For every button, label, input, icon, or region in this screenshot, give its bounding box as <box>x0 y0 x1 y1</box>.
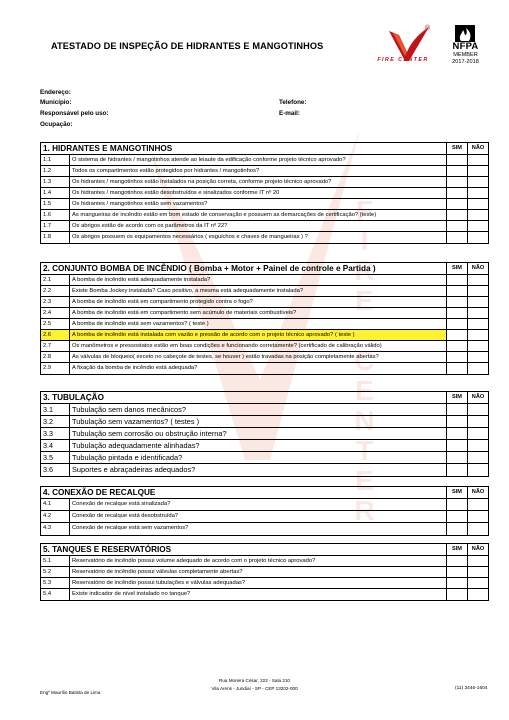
item-number: 2.5 <box>41 319 70 329</box>
checklist-row <box>41 578 488 589</box>
nao-checkbox[interactable] <box>467 275 488 285</box>
checklist-row <box>41 188 488 199</box>
nao-checkbox[interactable] <box>467 589 488 600</box>
item-number: 1.8 <box>41 232 70 243</box>
item-number: 2.8 <box>41 352 70 362</box>
item-question: O sistema de hidrantes / mangotinhos atende ao leiaute da edificação conforme projeto técnico aprovado? <box>72 157 346 163</box>
section-header <box>41 143 488 155</box>
item-number: 4.3 <box>41 523 70 535</box>
checklist-row <box>41 416 488 428</box>
sim-checkbox[interactable] <box>446 363 467 374</box>
section-title: 3. TUBULAÇÃO <box>43 393 104 402</box>
item-number: 2.3 <box>41 297 70 307</box>
sim-checkbox[interactable] <box>446 589 467 600</box>
item-number: 5.4 <box>41 589 70 600</box>
checklist-row <box>41 177 488 188</box>
sim-checkbox[interactable] <box>446 210 467 220</box>
nao-checkbox[interactable] <box>467 416 488 427</box>
field-ocupacao: Ocupação: <box>40 121 73 128</box>
item-number: 1.5 <box>41 199 70 209</box>
item-number: 1.1 <box>41 155 70 165</box>
nao-column-header: NÃO <box>467 263 488 274</box>
checklist-row <box>41 210 488 221</box>
item-number: 2.9 <box>41 363 70 374</box>
sim-checkbox[interactable] <box>446 275 467 285</box>
checklist-row <box>41 275 488 286</box>
nao-checkbox[interactable] <box>467 319 488 329</box>
nao-checkbox[interactable] <box>467 232 488 243</box>
nao-checkbox[interactable] <box>467 578 488 588</box>
sim-checkbox[interactable] <box>446 567 467 577</box>
checklist-row <box>41 428 488 440</box>
nao-checkbox[interactable] <box>467 404 488 415</box>
section-header <box>41 392 488 404</box>
footer-phone: (11) 3446-1604 <box>455 686 488 691</box>
item-question: Os abrigos estão de acordo com os parâmetros da IT nº 22? <box>72 223 228 229</box>
section-title: 4. CONEXÃO DE RECALQUE <box>43 488 156 497</box>
nao-column-header: NÃO <box>467 143 488 154</box>
sim-checkbox[interactable] <box>446 297 467 307</box>
item-question: Conexão de recalque está sinalizada? <box>72 501 171 507</box>
item-question: Tubulação pintada e identificada? <box>72 453 183 462</box>
item-question: A bomba de incêndio está sem vazamentos? ( teste ) <box>72 321 209 327</box>
sim-checkbox[interactable] <box>446 221 467 231</box>
checklist-row <box>41 523 488 535</box>
nfpa-year: 2017-2018 <box>452 59 479 65</box>
nao-column-header: NÃO <box>467 487 488 498</box>
field-responsavel: Responsável pelo uso: <box>40 110 109 117</box>
section-header <box>41 263 488 275</box>
field-telefone: Telefone: <box>279 99 307 106</box>
sim-checkbox[interactable] <box>446 523 467 535</box>
sim-checkbox[interactable] <box>446 319 467 329</box>
item-question: A bomba de incêndio está adequadamente instalada? <box>72 277 211 283</box>
nao-checkbox[interactable] <box>467 210 488 220</box>
sim-column-header: SIM <box>446 544 467 555</box>
item-number: 3.2 <box>41 416 70 427</box>
item-question: As válvulas de bloqueio( exceto no cabeçote de testes, se houver ) estão travadas na posição completamente abertas? <box>72 354 379 360</box>
section-tubulacao <box>40 391 489 477</box>
registered-mark: ® <box>425 25 431 32</box>
checklist-row <box>41 589 488 600</box>
section-title: 1. HIDRANTES E MANGOTINHOS <box>43 144 173 153</box>
checklist-row <box>41 286 488 297</box>
item-number: 3.5 <box>41 452 70 463</box>
nao-checkbox[interactable] <box>467 341 488 351</box>
item-number: 2.6 <box>41 330 70 340</box>
sim-checkbox[interactable] <box>446 452 467 463</box>
sim-checkbox[interactable] <box>446 416 467 427</box>
item-question: Conexão de recalque está sem vazamentos? <box>72 525 189 531</box>
sim-column-header: SIM <box>446 143 467 154</box>
item-number: 2.1 <box>41 275 70 285</box>
section-bomba-incendio <box>40 262 489 375</box>
section-title: 5. TANQUES E RESERVATÓRIOS <box>43 545 172 554</box>
nao-checkbox[interactable] <box>467 523 488 535</box>
item-number: 2.4 <box>41 308 70 318</box>
nao-checkbox[interactable] <box>467 464 488 476</box>
checklist-row <box>41 556 488 567</box>
checklist-row <box>41 452 488 464</box>
sim-column-header: SIM <box>446 263 467 274</box>
nao-checkbox[interactable] <box>467 440 488 451</box>
sim-checkbox[interactable] <box>446 199 467 209</box>
checklist-row <box>41 499 488 511</box>
item-number: 2.7 <box>41 341 70 351</box>
sim-checkbox[interactable] <box>446 440 467 451</box>
sim-checkbox[interactable] <box>446 155 467 165</box>
checklist-row <box>41 363 488 374</box>
item-question: Reservatório de incêndio possui válvulas completamente abertas? <box>72 569 243 575</box>
item-question: A bomba de incêndio está em compartimento protegido contra o fogo? <box>72 299 253 305</box>
item-question: Os abrigos possuem os equipamentos necessários ( esguichos e chaves de mangueiras ) ? <box>72 234 308 240</box>
checklist-row <box>41 155 488 166</box>
sim-checkbox[interactable] <box>446 308 467 318</box>
item-question: Existe indicador de nível instalado no tanque? <box>72 591 191 597</box>
nao-checkbox[interactable] <box>467 188 488 198</box>
item-question: Suportes e abraçadeiras adequados? <box>72 465 196 474</box>
nao-checkbox[interactable] <box>467 452 488 463</box>
item-question: Os manômetros e pressostatos estão em boas condições e funcionando corretamente? (certificado de calibração válido) <box>72 343 382 349</box>
nfpa-member-badge <box>444 23 487 67</box>
item-number: 3.4 <box>41 440 70 451</box>
item-question: Tubulação adequadamente alinhadas? <box>72 441 200 450</box>
item-number: 5.1 <box>41 556 70 566</box>
item-number: 1.7 <box>41 221 70 231</box>
item-number: 3.1 <box>41 404 70 415</box>
sim-checkbox[interactable] <box>446 499 467 510</box>
item-question: As mangueiras de incêndio estão em bom estado de conservação e possuem as demarcações de certificação? (teste) <box>72 212 377 218</box>
sim-checkbox[interactable] <box>446 166 467 176</box>
item-number: 2.2 <box>41 286 70 296</box>
checklist-row <box>41 199 488 210</box>
nao-checkbox[interactable] <box>467 556 488 566</box>
nao-checkbox[interactable] <box>467 428 488 439</box>
section-header <box>41 487 488 499</box>
field-email: E-mail: <box>279 110 300 117</box>
checklist-row <box>41 464 488 476</box>
checklist-row <box>41 341 488 352</box>
checklist-row <box>41 308 488 319</box>
document-title: ATESTADO DE INSPEÇÃO DE HIDRANTES E MANGOTINHOS <box>51 41 324 51</box>
field-endereco: Endereço: <box>40 89 71 96</box>
checklist-row <box>41 297 488 308</box>
item-question: Os hidrantes / mangotinhos estão instalados na posição correta, conforme projeto técnico aprovado? <box>72 179 332 185</box>
checklist-row <box>41 319 488 330</box>
nfpa-member-label: MEMBER <box>453 52 478 58</box>
item-question: Conexão de recalque está desobstruída? <box>72 513 179 519</box>
nao-checkbox[interactable] <box>467 166 488 176</box>
checklist-row <box>41 352 488 363</box>
sim-checkbox[interactable] <box>446 404 467 415</box>
nfpa-flame-icon <box>452 23 478 43</box>
fire-center-logo-text: FIRE CENTER <box>377 57 429 63</box>
sim-checkbox[interactable] <box>446 177 467 187</box>
nao-checkbox[interactable] <box>467 330 488 340</box>
item-number: 1.3 <box>41 177 70 187</box>
nao-checkbox[interactable] <box>467 499 488 510</box>
checklist-row <box>41 404 488 416</box>
sim-checkbox[interactable] <box>446 428 467 439</box>
item-question: Todos os compartimentos estão protegidos por hidrantes / mangotinhos? <box>72 168 260 174</box>
item-number: 3.6 <box>41 464 70 476</box>
item-number: 1.4 <box>41 188 70 198</box>
item-number: 5.3 <box>41 578 70 588</box>
nao-checkbox[interactable] <box>467 352 488 362</box>
checklist-row <box>41 567 488 578</box>
nfpa-name: NFPA <box>452 41 479 52</box>
checklist-row <box>41 511 488 523</box>
item-number: 1.6 <box>41 210 70 220</box>
nao-checkbox[interactable] <box>467 199 488 209</box>
watermark-text: FIRE CENTER <box>349 195 380 525</box>
sim-checkbox[interactable] <box>446 341 467 351</box>
sim-column-header: SIM <box>446 392 467 403</box>
item-question: Reservatório de incêndio possui tubulações e válvulas adequadas? <box>72 580 246 586</box>
nao-checkbox[interactable] <box>467 297 488 307</box>
sim-checkbox[interactable] <box>446 286 467 296</box>
checklist-row <box>41 166 488 177</box>
checklist-row <box>41 221 488 232</box>
nao-checkbox[interactable] <box>467 155 488 165</box>
nao-checkbox[interactable] <box>467 511 488 522</box>
nao-checkbox[interactable] <box>467 221 488 231</box>
footer-address-line1: Rua Moreira César, 222 - Sala 210 <box>219 678 290 683</box>
sim-checkbox[interactable] <box>446 188 467 198</box>
item-question: Reservatório de incêndio possui volume adequado de acordo com o projeto técnico aprovado? <box>72 558 316 564</box>
item-number: 1.2 <box>41 166 70 176</box>
item-question: Tubulação sem corrosão ou obstrução interna? <box>72 429 227 438</box>
sim-checkbox[interactable] <box>446 578 467 588</box>
checklist-row-highlighted <box>41 330 488 341</box>
section-tanques-reservatorios <box>40 543 489 601</box>
item-number: 4.1 <box>41 499 70 510</box>
section-title: 2. CONJUNTO BOMBA DE INCÊNDIO ( Bomba + Motor + Painel de controle e Partida ) <box>43 264 376 273</box>
checklist-row <box>41 232 488 243</box>
sim-column-header: SIM <box>446 487 467 498</box>
footer-address-line2: Vila Arens - Jundiaí - SP - CEP 13202-000 <box>211 686 298 691</box>
item-question: Existe Bomba Jockey instalada? Caso positivo, a mesma está adequadamente instalada? <box>72 288 304 294</box>
section-header <box>41 544 488 556</box>
section-conexao-recalque <box>40 486 489 536</box>
item-question: Tubulação sem vazamentos? ( testes ) <box>72 417 200 426</box>
item-question: Os hidrantes / mangotinhos estão desobstruídos e sinalizados conforme IT nº 20 <box>72 190 280 196</box>
footer-engineer: Engº Maurílio Batista de Lima <box>40 690 101 695</box>
item-number: 5.2 <box>41 567 70 577</box>
sim-checkbox[interactable] <box>446 330 467 340</box>
item-question: A bomba de incêndio está instalada com vazão e pressão de acordo com o projeto técnico aprovado? ( teste ) <box>70 330 446 340</box>
nao-checkbox[interactable] <box>467 567 488 577</box>
nao-checkbox[interactable] <box>467 308 488 318</box>
sim-checkbox[interactable] <box>446 511 467 522</box>
nao-checkbox[interactable] <box>467 177 488 187</box>
nao-column-header: NÃO <box>467 392 488 403</box>
item-number: 3.3 <box>41 428 70 439</box>
section-hidrantes <box>40 142 489 244</box>
item-number: 4.2 <box>41 511 70 522</box>
field-municipio: Município: <box>40 99 72 106</box>
nao-column-header: NÃO <box>467 544 488 555</box>
checklist-row <box>41 440 488 452</box>
item-question: A bomba de incêndio está em compartimento sem acúmulo de materiais combustíveis? <box>72 310 297 316</box>
nao-checkbox[interactable] <box>467 363 488 374</box>
sim-checkbox[interactable] <box>446 556 467 566</box>
sim-checkbox[interactable] <box>446 232 467 243</box>
item-question: A fixação da bomba de incêndio está adequada? <box>72 365 198 371</box>
nao-checkbox[interactable] <box>467 286 488 296</box>
sim-checkbox[interactable] <box>446 464 467 476</box>
sim-checkbox[interactable] <box>446 352 467 362</box>
item-question: Os hidrantes / mangotinhos estão sem vazamentos? <box>72 201 208 207</box>
item-question: Tubulação sem danos mecânicos? <box>72 405 186 414</box>
